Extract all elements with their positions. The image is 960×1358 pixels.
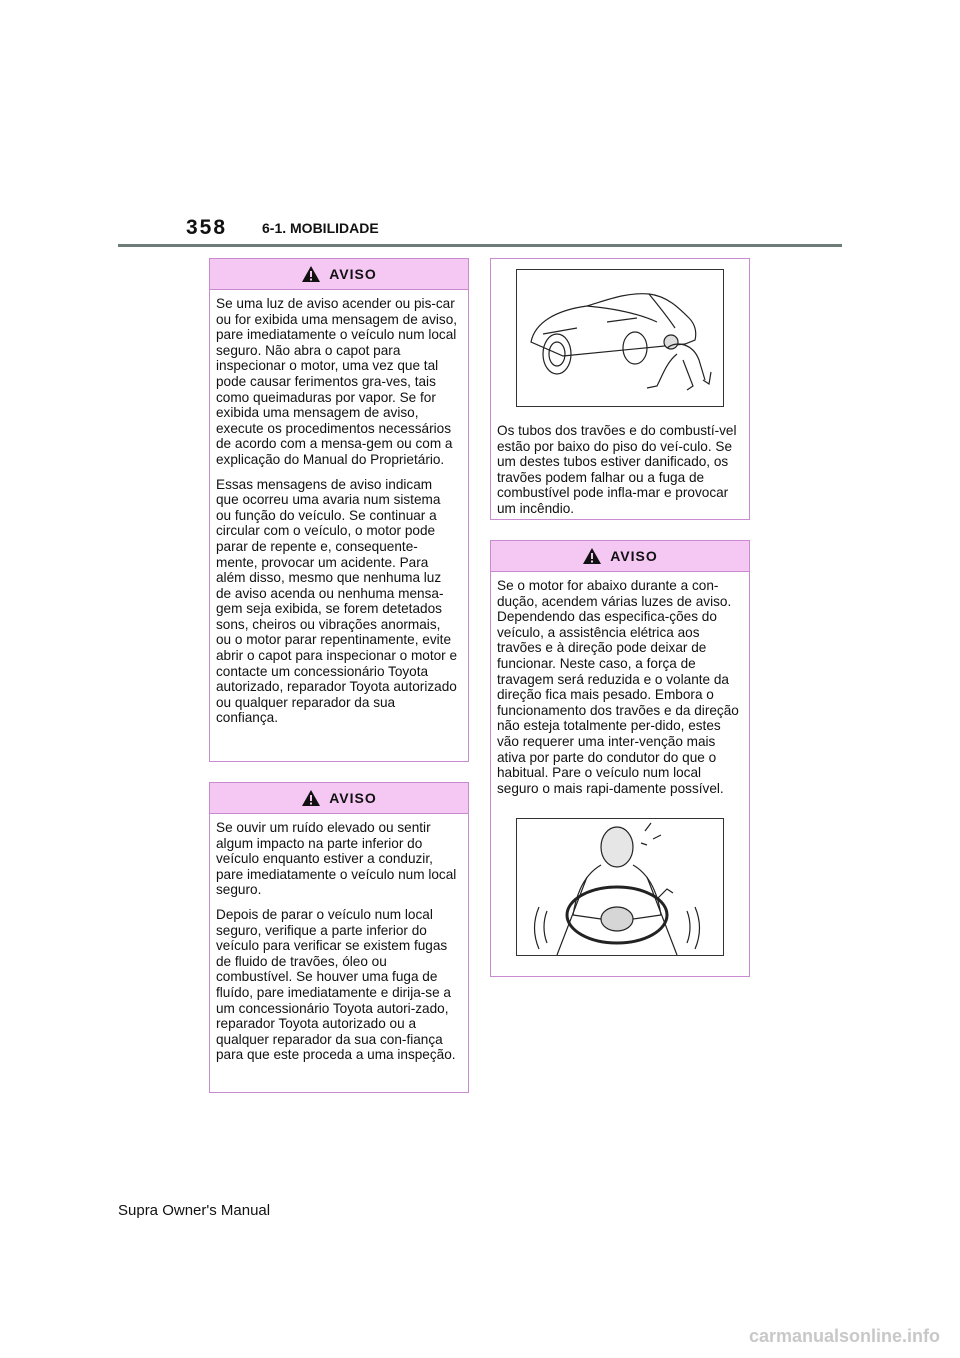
warning-body bbox=[210, 290, 468, 734]
warning-title: AVISO bbox=[329, 790, 377, 806]
warning-paragraph: Se ouvir um ruído elevado ou sentir algum impacto na parte inferior do veículo enquanto estiver a conduzir, pare imediatamente o veículo num local seguro. bbox=[216, 820, 457, 898]
warning-triangle-icon bbox=[301, 265, 321, 283]
section-title: 6-1. MOBILIDADE bbox=[262, 220, 379, 236]
warning-triangle-icon bbox=[301, 789, 321, 807]
warning-box-brake-fuel-lines bbox=[490, 258, 750, 520]
warning-title: AVISO bbox=[329, 266, 377, 282]
page-number: 358 bbox=[186, 216, 228, 239]
warning-header bbox=[210, 783, 468, 814]
car-underbody-inspection-illustration bbox=[516, 269, 724, 407]
footer-manual-name: Supra Owner's Manual bbox=[118, 1202, 271, 1219]
warning-triangle-icon bbox=[582, 547, 602, 565]
warning-paragraph: Se uma luz de aviso acender ou pis-car ou for exibida uma mensagem de aviso, pare imediatamente o veículo num local seguro. Não abra o capot para inspecionar o motor, uma vez que tal pode causar ferimentos gra-ves, tais como queimaduras por vapor. Se for exibida uma mensagem de aviso, execute os procedimentos necessários de acordo com a mensa-gem ou com a explicação do Manual do Proprietário. bbox=[216, 296, 458, 467]
warning-paragraph: Os tubos dos travões e do combustí-vel estão por baixo do piso do veí-culo. Se um destes tubos estiver danificado, os travões podem falhar ou a fuga de combustível pode infla-mar e provocar um incêndio. bbox=[497, 423, 737, 516]
warning-header bbox=[491, 541, 749, 572]
warning-box-engine-stall bbox=[490, 540, 750, 977]
warning-box-lights bbox=[209, 258, 469, 762]
driver-steering-illustration bbox=[516, 818, 724, 956]
warning-paragraph: Se o motor for abaixo durante a con-dução, acendem várias luzes de aviso. Dependendo das especifica-ções do veículo, a assistência elétrica aos travões e à direção pode deixar de funcionar. Neste caso, a força de travagem será reduzida e o volante da direção fica mais pesado. Embora o funcionamento dos travões e da direção não esteja totalmente per-dido, estes vão requerer uma inter-venção mais ativa por parte do condutor do que o habitual. Pare o veículo num local seguro o mais rapi-damente possível. bbox=[497, 578, 739, 796]
watermark: carmanualsonline.info bbox=[748, 1326, 940, 1346]
warning-paragraph: Essas mensagens de aviso indicam que ocorreu uma avaria num sistema ou função do veículo. Se continuar a circular com o veículo, o motor pode parar de repente e, consequente-mente, provocar um acidente. Para além disso, mesmo que nenhuma luz de aviso acenda ou nenhuma mensa-gem seja exibida, se forem detetados sons, cheiros ou vibrações anormais, ou o motor parar repentinamente, evite abrir o capot para inspecionar o motor e contacte um concessionário Toyota autorizado, reparador Toyota autorizado ou qualquer reparador da sua confiança. bbox=[216, 476, 458, 726]
warning-body bbox=[491, 572, 749, 804]
header-rule bbox=[118, 244, 842, 247]
warning-body bbox=[491, 417, 749, 525]
warning-title: AVISO bbox=[610, 548, 658, 564]
warning-box-underbody-impact bbox=[209, 782, 469, 1093]
warning-header bbox=[210, 259, 468, 290]
warning-paragraph: Depois de parar o veículo num local seguro, verifique a parte inferior do veículo para verificar se existem fugas de fluido de travões, óleo ou combustível. Se houver uma fuga de fluído, pare imediatamente e dirija-se a um concessionário Toyota autori-zado, reparador Toyota autorizado ou a qualquer reparador da sua con-fiança para que este proceda a uma inspeção. bbox=[216, 906, 456, 1063]
warning-body bbox=[210, 814, 468, 1071]
